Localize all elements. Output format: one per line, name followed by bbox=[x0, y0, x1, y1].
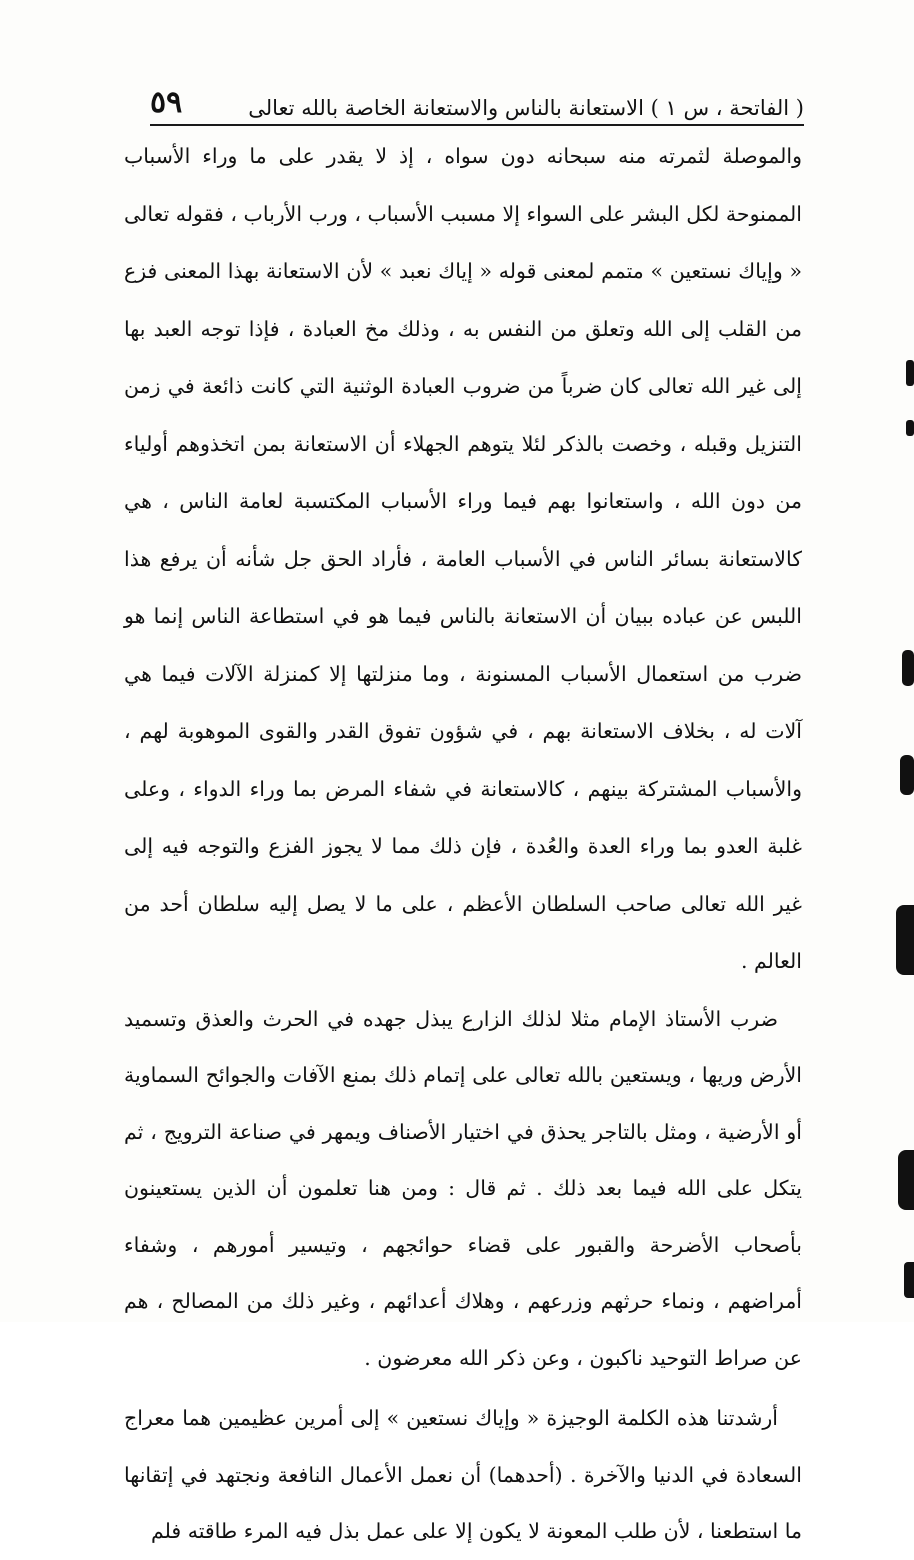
page-number: ٥٩ bbox=[150, 85, 183, 120]
scan-edge-mark bbox=[906, 420, 914, 436]
running-header bbox=[150, 60, 804, 126]
scan-edge-mark bbox=[904, 1262, 914, 1298]
scan-edge-mark bbox=[900, 755, 914, 795]
header-title: ( الفاتحة ، س ١ ) الاستعانة بالناس والاستعانة الخاصة بالله تعالى bbox=[248, 96, 804, 120]
scan-edge-mark bbox=[906, 360, 914, 386]
body-text bbox=[124, 128, 802, 1560]
scan-edge-mark bbox=[898, 1150, 914, 1210]
paragraph-2: ضرب الأستاذ الإمام مثلا لذلك الزارع يبذل جهده في الحرث والعذق وتسميد الأرض وريها ، ويستعين بالله تعالى على إتمام ذلك بمنع الآفات والجوائح السماوية أو الأرضية ، ومثل بالتاجر يحذق في اختيار الأصناف ويمهر في صناعة الترويج ، ثم يتكل على الله فيما بعد ذلك . ثم قال : ومن هنا تعلمون أن الذين يستعينون بأصحاب الأضرحة والقبور على قضاء حوائجهم ، وتيسير أمورهم ، وشفاء أمراضهم ، ونماء حرثهم وزرعهم ، وهلاك أعدائهم ، وغير ذلك من المصالح ، هم عن صراط التوحيد ناكبون ، وعن ذكر الله معرضون . bbox=[124, 1006, 802, 1370]
scan-edge-mark bbox=[902, 650, 914, 686]
paragraph-3: أرشدتنا هذه الكلمة الوجيزة « وإياك نستعين » إلى أمرين عظيمين هما معراج السعادة في الدنيا والآخرة . (أحدهما) أن نعمل الأعمال النافعة ونجتهد في إتقانها ما استطعنا ، لأن طلب المعونة لا يكون إلا على عمل بذل فيه المرء طاقته فلم bbox=[124, 1406, 802, 1543]
scan-edge-mark bbox=[896, 905, 914, 975]
paragraph-1: والموصلة لثمرته منه سبحانه دون سواه ، إذ لا يقدر على ما وراء الأسباب الممنوحة لكل البشر على السواء إلا مسبب الأسباب ، ورب الأرباب ، فقوله تعالى « وإياك نستعين » متمم لمعنى قوله « إياك نعبد » لأن الاستعانة بهذا المعنى فزع من القلب إلى الله وتعلق من النفس به ، وذلك مخ العبادة ، فإذا توجه العبد بها إلى غير الله تعالى كان ضرباً من ضروب العبادة الوثنية التي كانت ذائعة في زمن التنزيل وقبله ، وخصت بالذكر لئلا يتوهم الجهلاء أن الاستعانة بمن اتخذوهم أولياء من دون الله ، واستعانوا بهم فيما وراء الأسباب المكتسبة لعامة الناس ، هي كالاستعانة بسائر الناس في الأسباب العامة ، فأراد الحق جل شأنه أن يرفع هذا اللبس عن عباده ببيان أن الاستعانة بالناس فيما هو في استطاعة الناس إنما هو ضرب من استعمال الأسباب المسنونة ، وما منزلتها إلا كمنزلة الآلات فيما هي آلات له ، بخلاف الاستعانة بهم ، في شؤون تفوق القدر والقوى الموهوبة لهم ، والأسباب المشتركة بينهم ، كالاستعانة في شفاء المرض بما وراء الدواء ، وعلى غلبة العدو بما وراء العدة والعُدة ، فإن ذلك مما لا يجوز الفزع والتوجه فيه إلى غير الله تعالى صاحب السلطان الأعظم ، على ما لا يصل إليه سلطان أحد من العالم . bbox=[124, 144, 802, 973]
